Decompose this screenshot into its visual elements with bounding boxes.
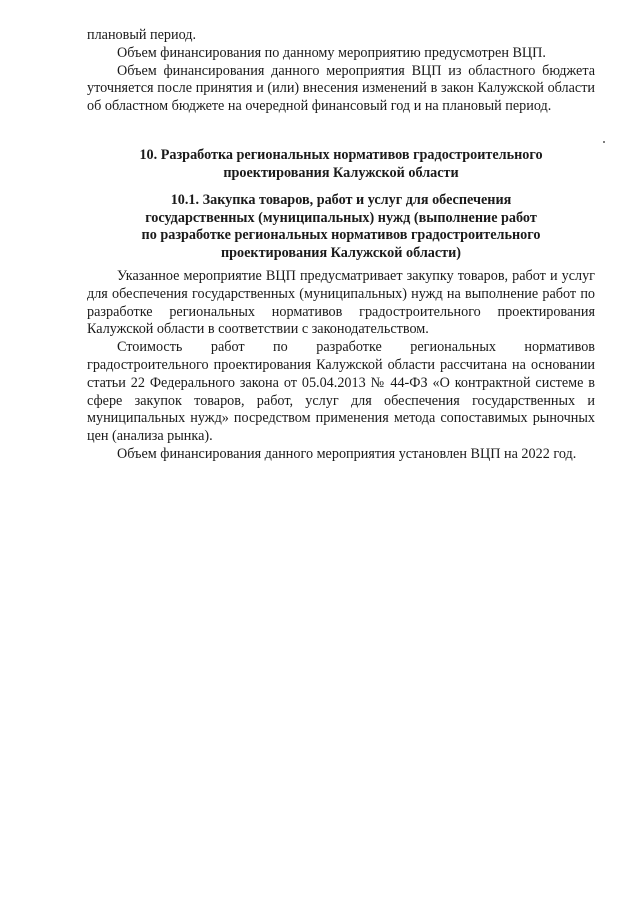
regional-budget-paragraph: Объем финансирования данного мероприятия ВЦП из областного бюджета уточняется после принятия и (или) внесения изменений в закон Калужской области об областном бюджете на очередной финансовый год и на плановый период.: [87, 62, 595, 115]
body-text-block: [87, 268, 595, 464]
top-text-block: [87, 27, 595, 116]
subsection-heading-line-2: государственных (муниципальных) нужд (выполнение работ: [145, 209, 537, 226]
continuation-line: плановый период.: [87, 27, 197, 43]
section-heading: [87, 147, 595, 182]
funding-year-paragraph: Объем финансирования данного мероприятия установлен ВЦП на 2022 год.: [117, 445, 577, 462]
subsection-heading-line-1: 10.1. Закупка товаров, работ и услуг для обеспечения: [170, 192, 512, 208]
subsection-heading-line-4: проектирования Калужской области): [220, 244, 462, 261]
funding-paragraph: Объем финансирования по данному мероприятию предусмотрен ВЦП.: [117, 44, 546, 61]
section-heading-line-2: проектирования Калужской области: [223, 164, 459, 181]
cost-paragraph: Стоимость работ по разработке региональных нормативов градостроительного проектирования Калужской области рассчитана на основании статьи 22 Федерального закона от 05.04.2013 № 44-ФЗ «О контрактной системе в сфере закупок товаров, работ, услуг для обеспечения государственных и муниципальных нужд» посредством применения метода сопоставимых рыночных цен (анализа рынка).: [87, 339, 595, 445]
scan-speck: [603, 141, 605, 143]
subsection-heading-line-3: по разработке региональных нормативов градостроительного: [141, 227, 541, 244]
section-heading-line-1: 10. Разработка региональных нормативов градостроительного: [139, 147, 543, 163]
subsection-heading: [87, 192, 595, 262]
procurement-paragraph: Указанное мероприятие ВЦП предусматривает закупку товаров, работ и услуг для обеспечения государственных (муниципальных) нужд на выполнение работ по разработке региональных нормативов градостроительного проектирования Калужской области в соответствии с законодательством.: [87, 268, 595, 338]
